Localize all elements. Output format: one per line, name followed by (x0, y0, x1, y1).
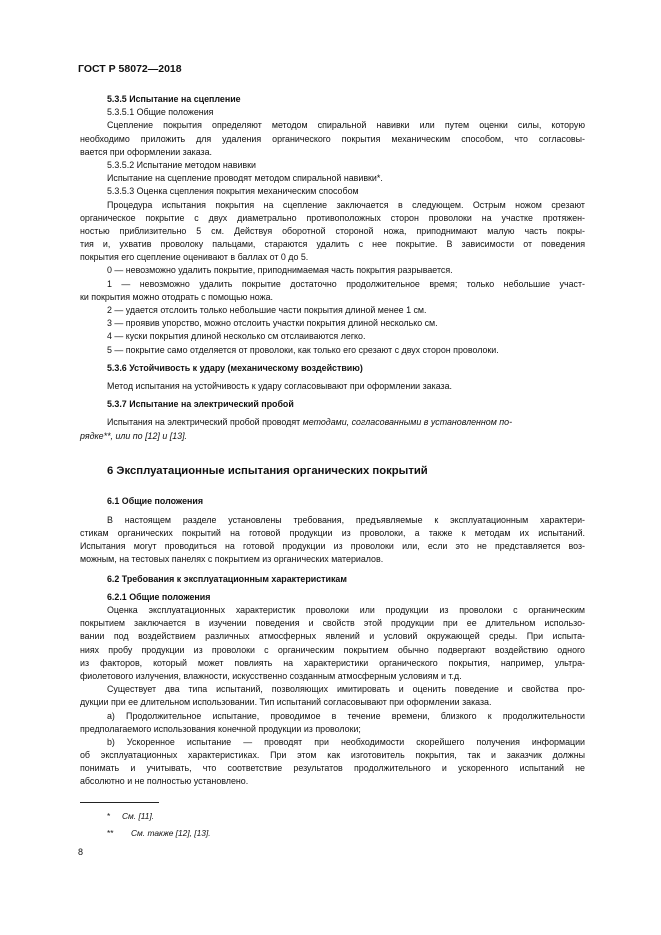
section-5-3-6-title: 5.3.6 Устойчивость к удару (механическому воздействию) (107, 362, 363, 373)
footnote-text: См. также [12], [13]. (131, 828, 211, 838)
paragraph-line: В настоящем разделе установлены требования, предъявляемые к эксплуатационным характери- (107, 514, 585, 525)
footnote-text: См. [11]. (122, 811, 155, 821)
score-item-2: 2 — удается отслоить только небольшие части покрытия длиной менее 1 см. (107, 305, 427, 315)
main-text (80, 93, 585, 789)
paragraph-line: Процедура испытания покрытия на сцепление заключается в следующем. Острым ножом срезают (107, 199, 585, 210)
list-item-b-cont: об эксплуатационных характеристиках. При этом как изготовитель покрытия, так и заказчик должны (80, 750, 585, 761)
section-6-2-1-title: 6.2.1 Общие положения (107, 591, 211, 602)
subsection-5-3-5-3-title: 5.3.5.3 Оценка сцепления покрытия механическим способом (107, 186, 359, 197)
paragraph-line: вается при оформлении заказа. (80, 146, 213, 157)
page-number: 8 (78, 847, 84, 857)
list-item-b-cont: абсолютно и не полностью установлено. (80, 776, 249, 787)
paragraph-line: вании под воздействием различных атмосферных явлений и условий окружающей среды. При испыта- (80, 631, 585, 642)
paragraph-fragment: Испытания на электрический пробой проводят (107, 417, 303, 428)
paragraph-line: рядке**, или по [12] и [13]. (80, 430, 188, 441)
score-item-4: 4 — куски покрытия длиной несколько см отслаиваются легко. (107, 331, 366, 342)
section-6-title: 6 Эксплуатационные испытания органических покрытий (107, 464, 428, 477)
paragraph-line: можным, на тестовых панелях с покрытием из органических материалов. (80, 554, 384, 565)
paragraph-line: ниях пробу продукции из проволоки с органическим покрытием обычно подвергают воздействию одного (80, 644, 585, 655)
standard-header: ГОСТ Р 58072—2018 (78, 63, 182, 75)
paragraph-line: Метод испытания на устойчивость к удару согласовывают при оформлении заказа. (107, 380, 453, 391)
paragraph-line: фиолетового излучения, влажности, искусственно созданным атмосферным условиям и т.д. (80, 670, 462, 681)
list-item-a: а) Продолжительное испытание, проводимое в течение времени, близкого к продолжительности (107, 710, 585, 721)
paragraph-line: Испытания могут проводиться на готовой продукции из проволоки или, если это не представляется воз- (80, 541, 585, 552)
score-item-3: 3 — проявив упорство, можно отслоить участки покрытия длиной несколько см. (107, 318, 438, 329)
paragraph-line: покрытия его сцепление оценивают в баллах от 0 до 5. (80, 252, 309, 263)
footnote-mark: ** (107, 828, 114, 838)
section-5-3-7-title: 5.3.7 Испытание на электрический пробой (107, 399, 294, 410)
paragraph-line: дукции при ее длительном использовании. Тип испытаний согласовывают при оформлении заказа. (80, 697, 492, 708)
paragraph-line: тия и, ухватив проволоку пальцами, стараются удалить с нее покрытие. В зависимости от поведения (80, 239, 585, 250)
subsection-5-3-5-1-title: 5.3.5.1 Общие положения (107, 107, 214, 118)
paragraph-line: из факторов, который может повлиять на характеристики органического покрытия, например, ультра- (80, 657, 585, 668)
paragraph-line: Существует два типа испытаний, позволяющих имитировать и оценить поведение и свойства про- (107, 684, 585, 695)
paragraph-line (80, 416, 585, 429)
section-5-3-5-title: 5.3.5 Испытание на сцепление (107, 94, 241, 104)
subsection-5-3-5-2-title: 5.3.5.2 Испытание методом навивки (107, 159, 256, 170)
paragraph-fragment-italic: методами, согласованными в установленном по- (302, 417, 513, 428)
score-item-5: 5 — покрытие само отделяется от проволоки, как только его срезают с двух сторон проволоки. (107, 344, 499, 355)
section-6-2-title: 6.2 Требования к эксплуатационным характеристикам (107, 573, 347, 584)
paragraph-line: Сцепление покрытия определяют методом спиральной навивки или путем оценки силы, которую (107, 120, 585, 131)
list-item-b: b) Ускоренное испытание — проводят при необходимости скорейшего получения информации (107, 736, 585, 747)
list-item-a-cont: предполагаемого использования конечной продукции из проволоки; (80, 723, 361, 734)
score-item-1-cont: ки покрытия можно отодрать с помощью ножа. (80, 291, 273, 302)
section-6-1-title: 6.1 Общие положения (107, 495, 204, 506)
footnote-1 (107, 811, 154, 821)
paragraph-line: органическое покрытие с двух диаметрально противоположных сторон проволоки на участке протяжен- (80, 212, 585, 223)
paragraph-line: ностью приблизительно 5 см. Действуя оборотной стороной ножа, приподнимают малую часть покры- (80, 225, 585, 236)
footnote-mark: * (107, 811, 111, 821)
paragraph-line: покрытием заключается в изучении поведения и свойств этой продукции при ее длительном использо- (80, 618, 585, 629)
score-item-1: 1 — невозможно удалить покрытие достаточно продолжительное время; только небольшие участ- (107, 278, 585, 289)
paragraph-line: стикам органических покрытий на готовой продукции из проволоки, а также к методам их испытаний. (80, 528, 585, 539)
footnote-2 (107, 828, 211, 838)
paragraph-line: необходимо приложить для удаления органического покрытия механическим способом, что согласовы- (80, 133, 585, 144)
paragraph-line: Испытание на сцепление проводят методом спиральной навивки*. (107, 173, 383, 184)
paragraph-line: Оценка эксплуатационных характеристик проволоки или продукции из проволоки с органическим (107, 605, 585, 615)
footnote-divider (80, 802, 159, 803)
list-item-b-cont: понимать и учитывать, что соответствие результатов продолжительного и ускоренного испытаний не (80, 763, 585, 774)
score-item-0: 0 — невозможно удалить покрытие, приподнимаемая часть покрытия разрывается. (107, 265, 453, 276)
